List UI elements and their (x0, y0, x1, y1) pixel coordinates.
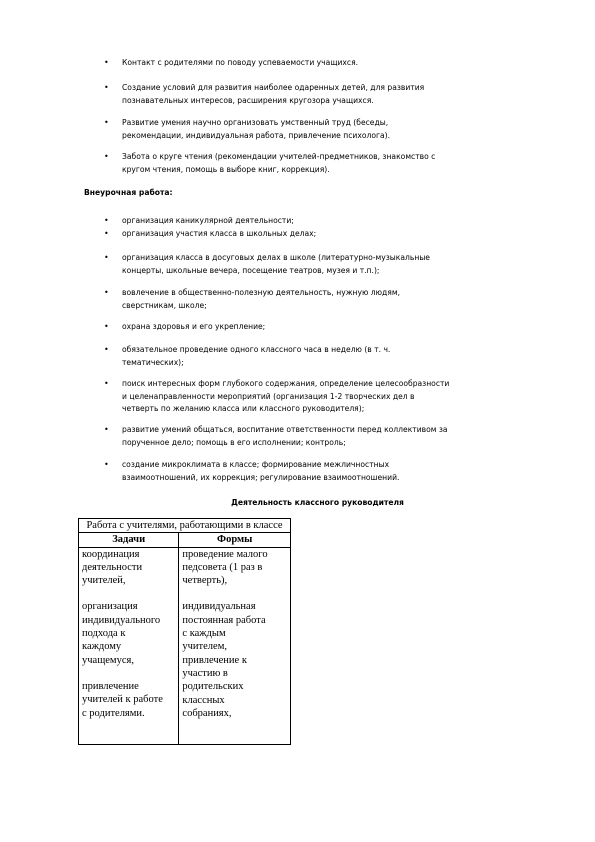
tasks-cell (79, 547, 179, 744)
list-item-text: охрана здоровья и его укрепление; (122, 322, 266, 331)
bullet-icon: • (104, 379, 109, 388)
table-row (79, 547, 291, 744)
section-heading: Внеурочная работа: (84, 188, 173, 197)
bullet-icon: • (104, 288, 109, 297)
list-item-text: поиск интересных форм глубокого содержания, определение целесообразности и целенаправленности мероприятий (организация 1-2 творческих дел в четверть по желанию класса или классного руководителя); (122, 379, 450, 413)
activity-heading: Деятельность классного руководителя (231, 498, 404, 507)
tasks-column-header: Задачи (79, 533, 179, 547)
list-item-text: Забота о круге чтения (рекомендации учителей-предметников, знакомство с кругом чтения, помощь в выборе книг, коррекция). (122, 152, 436, 174)
list-item-text: создание микроклимата в классе; формирование межличностных взаимоотношений, их коррекция; регулирование взаимоотношений. (122, 460, 400, 482)
task-text: организация индивидуального подхода к каждому учащемуся, (82, 601, 161, 666)
teachers-work-table (78, 518, 291, 745)
list-item-text: организация каникулярной деятельности; (122, 216, 294, 225)
list-item-text: обязательное проведение одного классного часа в неделю (в т. ч. тематических); (122, 345, 391, 367)
bullet-icon: • (104, 322, 109, 331)
form-text: индивидуальная постоянная работа с каждым учителем, привлечение к участию в родительских классных собраниях, (182, 601, 266, 719)
bullet-icon: • (104, 425, 109, 434)
form-text: проведение малого педсовета (1 раз в четверть), (182, 548, 268, 587)
forms-cell (179, 547, 291, 744)
bullet-icon: • (104, 58, 109, 67)
table-title: Работа с учителями, работающими в классе (79, 519, 291, 533)
bullet-icon: • (104, 83, 109, 92)
list-item-text: вовлечение в общественно-полезную деятельность, нужную людям, сверстникам, школе; (122, 288, 401, 310)
list-item-text: организация класса в досуговых делах в школе (литературно-музыкальные концерты, школьные вечера, посещение театров, музея и т.п.); (122, 253, 430, 275)
bullet-icon: • (104, 229, 109, 238)
forms-column-header: Формы (179, 533, 291, 547)
bullet-icon: • (104, 216, 109, 225)
bullet-icon: • (104, 253, 109, 262)
task-text: привлечение учителей к работе с родителями. (82, 680, 163, 719)
bullet-icon: • (104, 345, 109, 354)
table-title-row (79, 519, 291, 533)
list-item-text: Создание условий для развития наиболее одаренных детей, для развития познавательных интересов, расширения кругозора учащихся. (122, 83, 425, 105)
bullet-icon: • (104, 460, 109, 469)
list-item-text: Развитие умения научно организовать умственный труд (беседы, рекомендации, индивидуальная работа, привлечение психолога). (122, 118, 390, 140)
list-item-text: организация участия класса в школьных делах; (122, 229, 317, 238)
list-item-text: развитие умений общаться, воспитание ответственности перед коллективом за порученное дело; помощь в его исполнении; контроль; (122, 425, 448, 447)
table-header-row (79, 533, 291, 547)
task-text: координация деятельности учителей, (82, 548, 143, 587)
list-item-text: Контакт с родителями по поводу успеваемости учащихся. (122, 58, 359, 67)
bullet-icon: • (104, 152, 109, 161)
bullet-icon: • (104, 118, 109, 127)
